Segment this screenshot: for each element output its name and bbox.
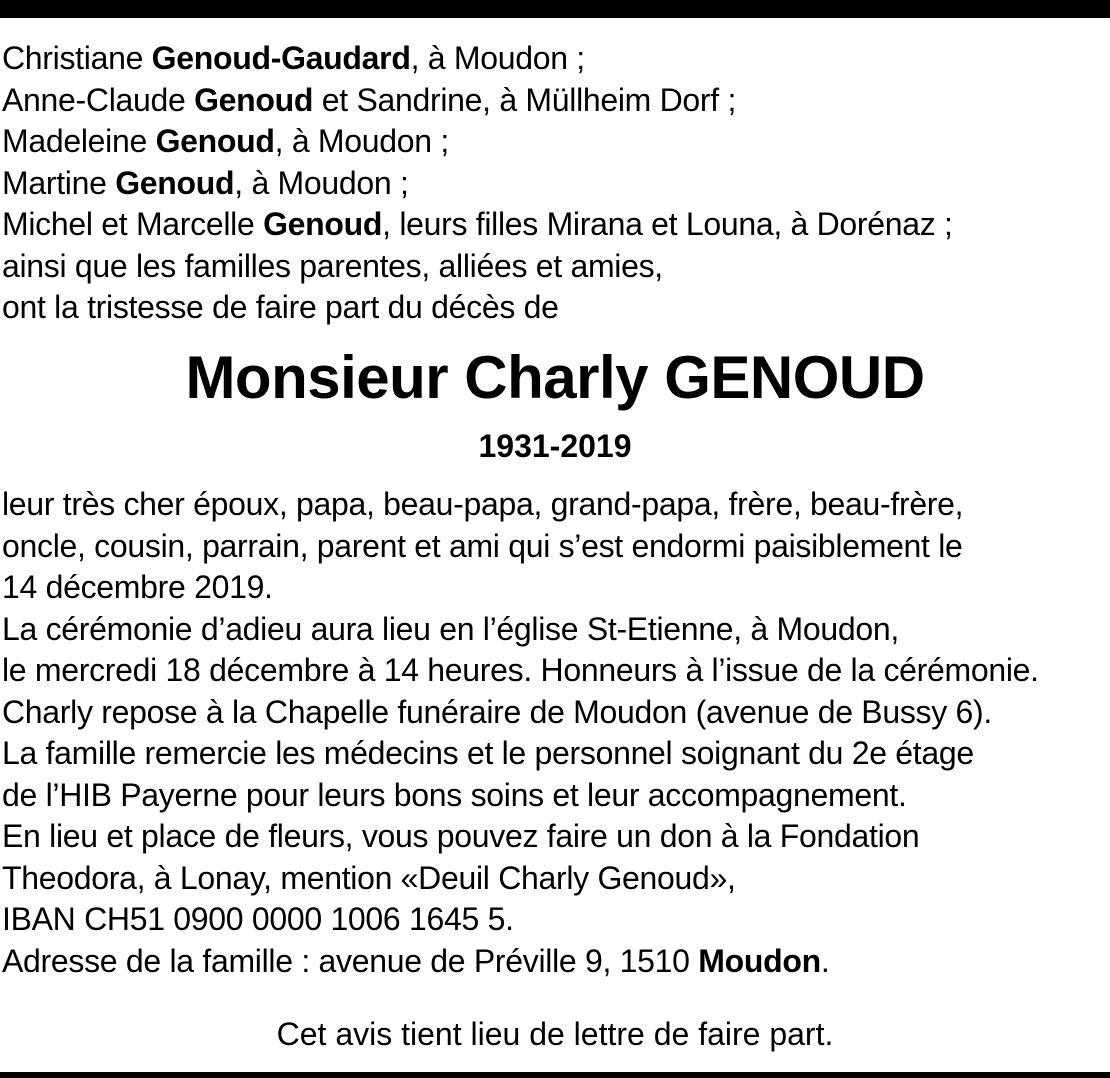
body-line: Charly repose à la Chapelle funéraire de Moudon (avenue de Bussy 6). bbox=[2, 693, 992, 730]
address-text: Adresse de la famille : avenue de Préville 9, 1510 bbox=[2, 942, 699, 979]
family-line bbox=[2, 163, 1108, 205]
address-town: Moudon bbox=[698, 942, 821, 979]
family-list bbox=[2, 38, 1108, 329]
family-text: , à Moudon ; bbox=[234, 164, 409, 201]
family-text: et Sandrine, à Müllheim Dorf ; bbox=[313, 81, 737, 118]
family-text: ont la tristesse de faire part du décès de bbox=[2, 289, 559, 325]
family-text: Madeleine bbox=[2, 123, 156, 159]
body-line: le mercredi 18 décembre à 14 heures. Honneurs à l’issue de la cérémonie. bbox=[2, 652, 1039, 688]
body-line: IBAN CH51 0900 0000 1006 1645 5. bbox=[2, 901, 514, 937]
top-rule bbox=[0, 0, 1110, 18]
body-line: Theodora, à Lonay, mention «Deuil Charly Genoud», bbox=[2, 859, 736, 896]
address-line bbox=[2, 941, 1108, 983]
body-line: En lieu et place de fleurs, vous pouvez faire un don à la Fondation bbox=[2, 818, 920, 854]
family-surname: Genoud bbox=[194, 81, 314, 118]
family-text: Christiane bbox=[2, 40, 152, 76]
family-line bbox=[2, 204, 1108, 246]
family-text: , à Moudon ; bbox=[274, 123, 449, 159]
bottom-rule bbox=[0, 1072, 1110, 1078]
family-line bbox=[2, 246, 1108, 288]
family-line bbox=[2, 121, 1108, 163]
family-text: Martine bbox=[2, 164, 116, 201]
address-text: . bbox=[820, 942, 830, 979]
family-line bbox=[2, 287, 1108, 329]
body-line: 14 décembre 2019. bbox=[2, 569, 273, 605]
family-text: , leurs filles Mirana et Louna, à Dorénaz ; bbox=[382, 206, 953, 242]
family-text: , à Moudon ; bbox=[410, 40, 585, 76]
body-line: de l’HIB Payerne pour leurs bons soins et leur accompagnement. bbox=[2, 776, 907, 813]
family-text: Michel et Marcelle bbox=[2, 206, 264, 242]
notice-body bbox=[2, 484, 1108, 982]
family-surname: Genoud bbox=[155, 123, 275, 159]
deceased-dates: 1931-2019 bbox=[478, 428, 632, 464]
body-line: La famille remercie les médecins et le personnel soignant du 2e étage bbox=[2, 735, 974, 771]
deceased-name: Monsieur Charly GENOUD bbox=[185, 344, 925, 411]
family-text: Anne-Claude bbox=[2, 81, 195, 118]
family-text: ainsi que les familles parentes, alliées et amies, bbox=[2, 247, 663, 284]
body-line: La cérémonie d’adieu aura lieu en l’église St-Etienne, à Moudon, bbox=[2, 610, 899, 647]
body-line: leur très cher époux, papa, beau-papa, grand-papa, frère, beau-frère, bbox=[2, 486, 964, 522]
family-surname: Genoud bbox=[115, 164, 235, 201]
footer-note: Cet avis tient lieu de lettre de faire part. bbox=[276, 1016, 834, 1052]
family-surname: Genoud-Gaudard bbox=[151, 40, 411, 76]
family-line bbox=[2, 38, 1108, 80]
family-line bbox=[2, 80, 1108, 122]
family-surname: Genoud bbox=[263, 206, 383, 242]
body-line: oncle, cousin, parrain, parent et ami qui s’est endormi paisiblement le bbox=[2, 527, 963, 564]
